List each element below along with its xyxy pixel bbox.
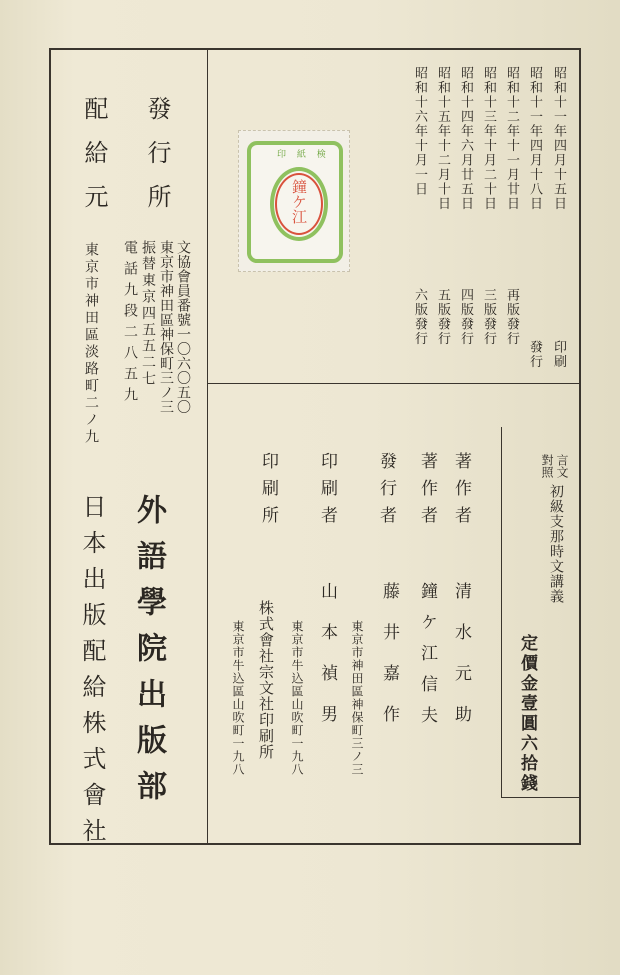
divider-horizontal bbox=[207, 383, 581, 384]
date-line-1 bbox=[552, 66, 565, 211]
publisher-phone: 電話九段二八五九 bbox=[122, 240, 138, 408]
divider-vertical-book bbox=[501, 427, 502, 797]
date-line-6 bbox=[436, 66, 449, 211]
date-line-3 bbox=[505, 66, 518, 211]
divider-book-bottom bbox=[501, 797, 581, 798]
author-label: 著作者 bbox=[451, 452, 471, 533]
publisher-membership: 文協會員番號一〇六〇五〇 bbox=[175, 240, 191, 414]
stamp-border bbox=[247, 141, 343, 263]
author-name: 清水元助 bbox=[451, 582, 471, 746]
date-line-5 bbox=[459, 66, 472, 211]
date-verb: 發行 bbox=[527, 340, 542, 369]
date-text: 昭和十三年十月二十日 bbox=[481, 66, 496, 211]
date-verb: 四版發行 bbox=[458, 288, 473, 346]
date-text: 昭和十二年十一月廿日 bbox=[504, 66, 519, 211]
date-verb-7 bbox=[413, 288, 426, 346]
date-verb-2 bbox=[528, 340, 541, 369]
date-verb: 三版發行 bbox=[481, 288, 496, 346]
date-text: 昭和十一年四月十五日 bbox=[551, 66, 566, 211]
date-text: 昭和十四年六月廿五日 bbox=[458, 66, 473, 211]
seal-stamp bbox=[238, 130, 350, 272]
date-verb: 印刷 bbox=[551, 340, 566, 369]
date-verb-4 bbox=[482, 288, 495, 346]
date-verb-3 bbox=[505, 288, 518, 346]
publisher-person-name: 藤井嘉作 bbox=[379, 582, 399, 746]
seal-text: 鐘ケ江 bbox=[290, 179, 308, 224]
publisher-person-label: 發行者 bbox=[376, 452, 396, 533]
printshop-label: 印刷所 bbox=[258, 452, 278, 533]
coauthor-name: 鐘ケ江信夫 bbox=[417, 582, 437, 737]
divider-vertical-main bbox=[207, 48, 208, 845]
publisher-address: 東京市神田區神保町三ノ三 bbox=[158, 240, 174, 414]
date-verb-6 bbox=[436, 288, 449, 346]
date-verb-5 bbox=[459, 288, 472, 346]
coauthor-label: 著作者 bbox=[417, 452, 437, 533]
publisher-transfer: 振替東京四五五二七 bbox=[140, 240, 156, 388]
distributor-address: 東京市神田區淡路町二ノ九 bbox=[83, 242, 99, 446]
distributor-heading: 配給元 bbox=[80, 96, 108, 228]
publisher-person-address: 東京市神田區神保町三ノ三 bbox=[350, 620, 364, 776]
printer-address: 東京市牛込區山吹町一九八 bbox=[290, 620, 304, 776]
date-verb: 五版發行 bbox=[435, 288, 450, 346]
date-text: 昭和十五年十二月十日 bbox=[435, 66, 450, 211]
distributor-name: 日本出版配給株式會社 bbox=[78, 494, 106, 854]
book-price: 定價金壹圓六拾錢 bbox=[517, 634, 537, 794]
book-series-line2: 對照 bbox=[540, 454, 554, 478]
date-line-2 bbox=[528, 66, 541, 211]
date-verb: 六版發行 bbox=[412, 288, 427, 346]
date-verb-1 bbox=[552, 340, 565, 369]
printer-name: 山本禎男 bbox=[317, 582, 337, 746]
stamp-top-text: 印 紙 検 bbox=[277, 150, 330, 160]
date-text: 昭和十一年四月十八日 bbox=[527, 66, 542, 211]
date-text: 昭和十六年十月一日 bbox=[412, 66, 427, 197]
date-line-4 bbox=[482, 66, 495, 211]
date-line-7 bbox=[413, 66, 426, 197]
book-series-line1: 言文 bbox=[555, 454, 569, 478]
printshop-name: 株式會社宗文社印刷所 bbox=[257, 600, 275, 760]
publisher-heading: 發行所 bbox=[143, 96, 171, 228]
book-title: 初級支那時文講義 bbox=[548, 484, 564, 604]
date-verb: 再版發行 bbox=[504, 288, 519, 346]
publisher-name: 外語學院出版部 bbox=[131, 494, 166, 816]
printer-label: 印刷者 bbox=[317, 452, 337, 533]
printshop-address: 東京市牛込區山吹町一九八 bbox=[231, 620, 245, 776]
